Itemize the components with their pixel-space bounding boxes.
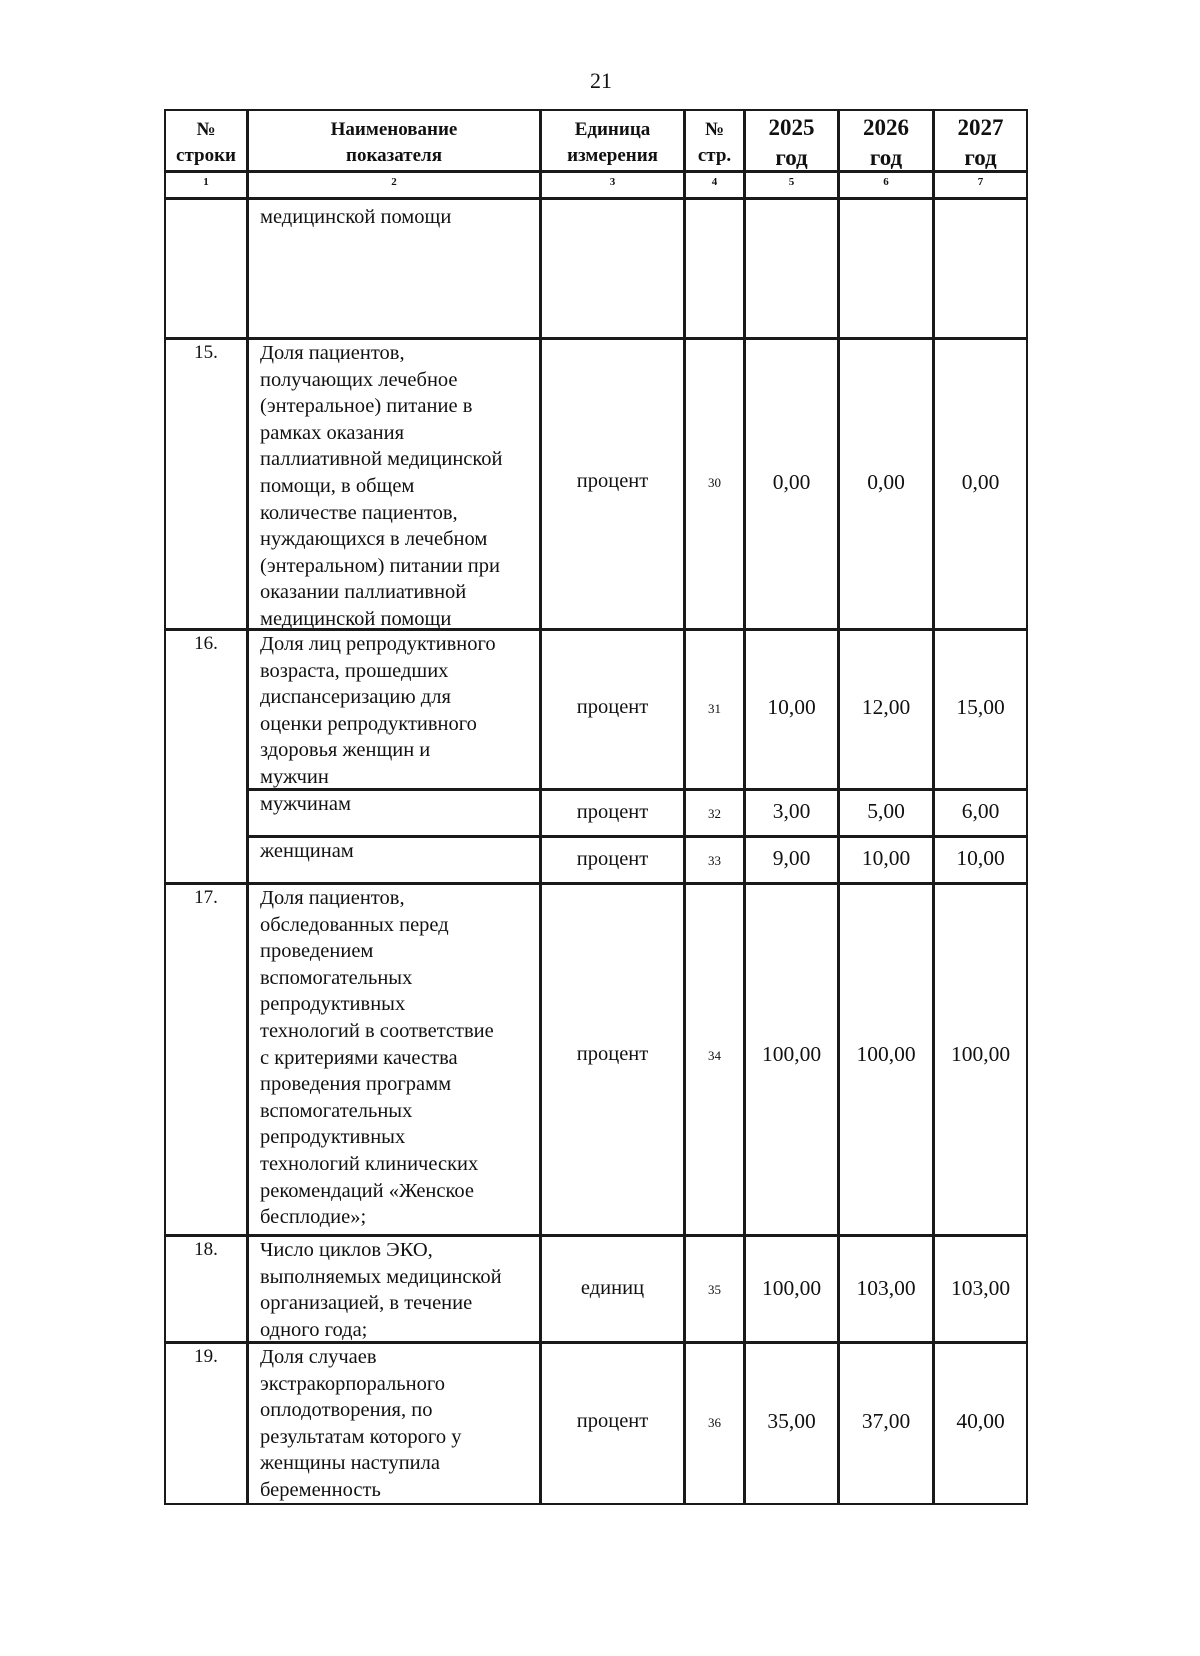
column-number: 2 (391, 176, 397, 188)
table-row-cell (933, 629, 1028, 790)
indicator-name: женщинам (260, 840, 354, 862)
table-row-cell (933, 1342, 1028, 1505)
table-row-cell (838, 629, 934, 790)
unit-value: процент (576, 801, 649, 823)
colnum-cell (247, 171, 541, 199)
value-2025: 9,00 (772, 846, 811, 870)
table-row-cell (247, 836, 541, 884)
table-row-cell (247, 198, 541, 339)
value-2027: 40,00 (956, 1409, 1005, 1433)
value-2027: 103,00 (950, 1276, 1011, 1300)
table-row-cell (540, 629, 685, 790)
table-row-cell (838, 198, 934, 339)
column-number: 7 (977, 176, 984, 188)
table-row-cell (838, 1235, 934, 1343)
table-row-cell (164, 1235, 248, 1343)
header-str-no (684, 109, 745, 172)
column-number: 5 (788, 176, 795, 188)
colnum-cell (933, 171, 1028, 199)
unit-value: единиц (580, 1277, 645, 1299)
indicator-name: Доля лиц репродуктивного возраста, прошедших диспансеризацию для оценки репродуктивного здоровья женщин и мужчин (260, 633, 496, 788)
value-2026: 100,00 (856, 1042, 916, 1066)
row-number: 17. (194, 887, 218, 908)
table-row-cell (838, 883, 934, 1236)
colnum-cell (744, 171, 839, 199)
value-2026: 12,00 (861, 695, 911, 719)
table-row-cell (247, 629, 541, 790)
header-2027 (933, 109, 1028, 172)
unit-value: процент (576, 1043, 649, 1065)
table-row-cell (684, 836, 745, 884)
colnum-cell (164, 171, 248, 199)
column-number: 1 (203, 176, 209, 188)
table-row-cell (164, 883, 248, 1236)
value-2026: 5,00 (867, 799, 905, 823)
row-number: 15. (194, 342, 218, 363)
table-row-cell (744, 629, 839, 790)
column-number: 6 (883, 176, 889, 188)
table-row-cell (838, 1342, 934, 1505)
indicator-name: медицинской помощи (260, 206, 452, 228)
header-str-no-label: № стр. (697, 119, 732, 166)
table-row-cell (684, 883, 745, 1236)
value-2025: 100,00 (761, 1042, 822, 1066)
value-2025: 0,00 (772, 470, 811, 494)
line-number: 30 (708, 475, 721, 490)
table-row-cell (540, 836, 685, 884)
header-unit (540, 109, 685, 172)
value-2026: 10,00 (861, 846, 911, 870)
table-row-cell (933, 1235, 1028, 1343)
header-row-no-label: № строки (176, 119, 236, 166)
value-2025: 10,00 (767, 695, 816, 719)
table-row-cell (838, 836, 934, 884)
value-2027: 15,00 (956, 695, 1005, 719)
indicator-name: Доля пациентов, получающих лечебное (энтеральное) питание в рамках оказания паллиативной медицинской помощи, в общем количестве пациентов, нуждающихся в лечебном (энтеральном) питании при оказании паллиативной медицинской помощи (260, 342, 503, 630)
table-row-cell (744, 883, 839, 1236)
table-row-cell (838, 789, 934, 837)
table-row-cell (540, 789, 685, 837)
table-row-cell (744, 836, 839, 884)
colnum-cell (540, 171, 685, 199)
table-row-cell (933, 836, 1028, 884)
table-row-cell (838, 338, 934, 630)
header-name-label: Наименование показателя (330, 119, 458, 166)
table-row-cell (540, 883, 685, 1236)
table-row-cell (540, 1235, 685, 1343)
header-2025 (744, 109, 839, 172)
table-row-cell (540, 1342, 685, 1505)
indicator-name: мужчинам (260, 793, 351, 815)
value-2027: 10,00 (956, 846, 1005, 870)
value-2027: 100,00 (950, 1042, 1011, 1066)
colnum-cell (684, 171, 745, 199)
table-row-cell (540, 338, 685, 630)
table-row-cell (933, 338, 1028, 630)
row-number: 19. (194, 1346, 218, 1367)
table-row-cell (684, 1342, 745, 1505)
value-2027: 0,00 (961, 470, 1000, 494)
value-2025: 3,00 (772, 799, 811, 823)
table-row-cell (247, 1235, 541, 1343)
table-row-cell (684, 1235, 745, 1343)
value-2026: 0,00 (867, 470, 905, 494)
header-2026-label: 2026 год (863, 115, 909, 170)
row-number: 16. (194, 633, 218, 654)
table-row-cell (933, 198, 1028, 339)
header-2026 (838, 109, 934, 172)
colnum-cell (838, 171, 934, 199)
header-row-no (164, 109, 248, 172)
line-number: 36 (708, 1415, 721, 1430)
table-row-cell (247, 789, 541, 837)
table-row-cell (164, 198, 248, 339)
table-row-cell (164, 338, 248, 630)
line-number: 35 (708, 1282, 721, 1297)
value-2025: 100,00 (761, 1276, 822, 1300)
table-row-cell (933, 789, 1028, 837)
header-2025-label: 2025 год (768, 115, 815, 170)
page-number: 21 (590, 68, 612, 93)
column-number: 4 (711, 176, 718, 188)
column-number: 3 (609, 176, 616, 188)
table-row-cell (684, 198, 745, 339)
value-2025: 35,00 (767, 1409, 816, 1433)
header-unit-label: Единица измерения (567, 119, 658, 166)
indicator-name: Доля случаев экстракорпорального оплодотворения, по результатам которого у женщины наступила беременность (260, 1346, 462, 1501)
unit-value: процент (576, 1410, 649, 1432)
table-row-cell (247, 883, 541, 1236)
table-row-cell (744, 789, 839, 837)
unit-value: процент (576, 696, 649, 718)
table-row-cell (933, 883, 1028, 1236)
line-number: 33 (708, 853, 721, 868)
indicator-name: Число циклов ЭКО, выполняемых медицинской организацией, в течение одного года; (260, 1239, 502, 1341)
table-row-cell (744, 198, 839, 339)
unit-value: процент (576, 470, 649, 492)
table-row-cell (744, 338, 839, 630)
unit-value: процент (576, 848, 649, 870)
line-number: 32 (708, 806, 721, 821)
table-row-cell (540, 198, 685, 339)
header-2027-label: 2027 год (957, 115, 1004, 170)
value-2026: 103,00 (856, 1276, 916, 1300)
table-row-cell (247, 1342, 541, 1505)
table-row-cell (684, 789, 745, 837)
table-row-cell (744, 1235, 839, 1343)
value-2026: 37,00 (861, 1409, 911, 1433)
row-number: 18. (194, 1239, 218, 1260)
header-name (247, 109, 541, 172)
table-row-cell (684, 338, 745, 630)
value-2027: 6,00 (961, 799, 1000, 823)
table-row-cell (164, 1342, 248, 1505)
table-row-cell (684, 629, 745, 790)
indicator-name: Доля пациентов, обследованных перед проведением вспомогательных репродуктивных технологий в соответствие с критериями качества проведения программ вспомогательных репродуктивных технологий клинических рекомендаций «Женское бесплодие»; (260, 887, 494, 1229)
table-row-cell (247, 338, 541, 630)
line-number: 34 (708, 1048, 721, 1063)
table-row-cell (164, 629, 248, 884)
table-row-cell (744, 1342, 839, 1505)
line-number: 31 (708, 701, 721, 716)
